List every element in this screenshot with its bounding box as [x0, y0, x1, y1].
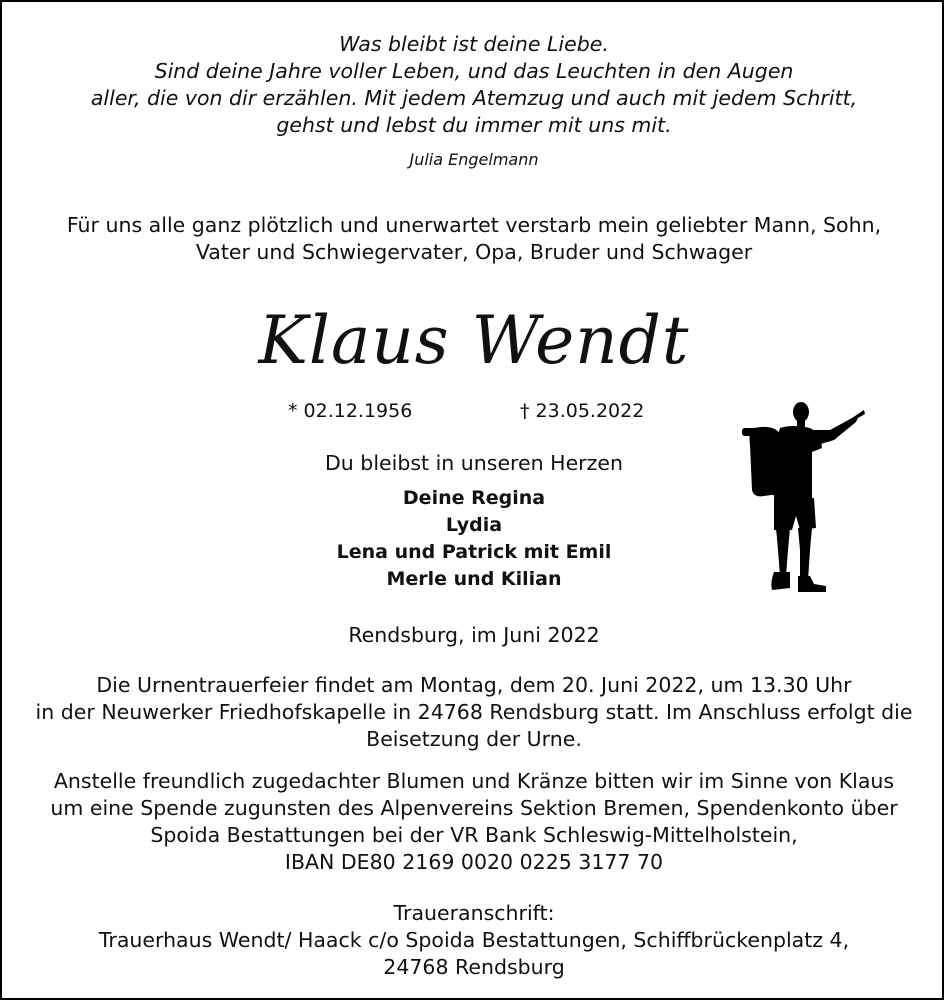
announcement-line: Vater und Schwiegervater, Opa, Bruder und Schwager — [195, 240, 753, 264]
ceremony-line: Die Urnentrauerfeier findet am Montag, dem 20. Juni 2022, um 13.30 Uhr — [96, 673, 852, 697]
address-line: Trauerhaus Wendt/ Haack c/o Spoida Bestattungen, Schiffbrückenplatz 4, — [98, 928, 850, 952]
address-city: 24768 Rendsburg — [383, 955, 565, 979]
ceremony-line: in der Neuwerker Friedhofskapelle in 24768 Rendsburg statt. Im Anschluss erfolgt die — [35, 700, 913, 724]
poem-line: aller, die von dir erzählen. Mit jedem Atemzug und auch mit jedem Schritt, — [90, 86, 858, 110]
iban: IBAN DE80 2169 0020 0225 3177 70 — [284, 850, 664, 874]
place-date: Rendsburg, im Juni 2022 — [348, 623, 600, 647]
donation-line: um eine Spende zugunsten des Alpenvereins Sektion Bremen, Spendenkonto über — [50, 796, 898, 820]
ceremony-line: Beisetzung der Urne. — [366, 727, 582, 751]
birth-date: * 02.12.1956 — [288, 400, 413, 422]
farewell-text: Du bleibst in unseren Herzen — [325, 451, 623, 475]
poem-line: Was bleibt ist deine Liebe. — [339, 32, 609, 56]
announcement-line: Für uns alle ganz plötzlich und unerwartet verstarb mein geliebter Mann, Sohn, — [66, 213, 882, 237]
family-member: Lydia — [445, 514, 503, 536]
family-member: Lena und Patrick mit Emil — [336, 541, 612, 563]
poem-author: Julia Engelmann — [409, 150, 539, 169]
poem-line: gehst und lebst du immer mit uns mit. — [276, 113, 672, 137]
family-member: Merle und Kilian — [386, 568, 562, 590]
address-heading: Traueranschrift: — [393, 901, 555, 925]
hiker-silhouette-icon — [734, 400, 868, 598]
poem-line: Sind deine Jahre voller Leben, und das Leuchten in den Augen — [154, 59, 794, 83]
death-date: † 23.05.2022 — [520, 400, 645, 422]
family-member: Deine Regina — [402, 487, 546, 509]
donation-line: Anstelle freundlich zugedachter Blumen und Kränze bitten wir im Sinne von Klaus — [53, 769, 895, 793]
donation-line: Spoida Bestattungen bei der VR Bank Schleswig-Mittelholstein, — [150, 823, 798, 847]
deceased-name: Klaus Wendt — [258, 302, 690, 379]
